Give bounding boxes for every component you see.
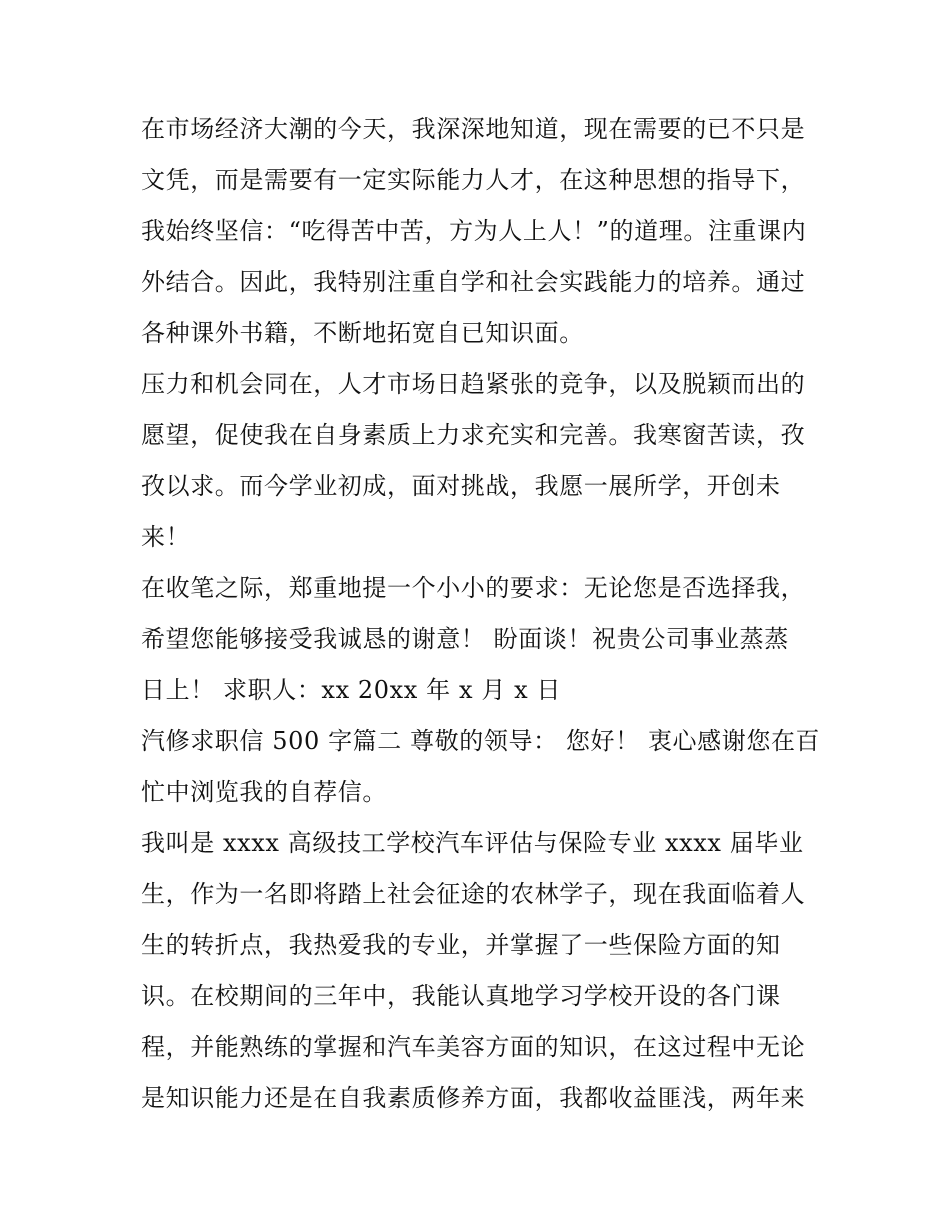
text-line: 是知识能力还是在自我素质修养方面，我都收益匪浅，两年来 — [141, 1084, 806, 1112]
text-line: 在市场经济大潮的今天，我深深地知道，现在需要的已不只是 — [141, 115, 806, 143]
text-line: 生，作为一名即将踏上社会征途的农林学子，现在我面临着人 — [141, 880, 806, 908]
text-line: 日上！ 求职人：xx 20xx 年 x 月 x 日 — [141, 676, 562, 704]
text-line: 识。在校期间的三年中，我能认真地学习学校开设的各门课 — [141, 982, 781, 1010]
text-line: 程，并能熟练的掌握和汽车美容方面的知识，在这过程中无论 — [141, 1033, 806, 1061]
text-line: 孜以求。而今学业初成，面对挑战，我愿一展所学，开创未 — [141, 472, 781, 500]
text-line: 希望您能够接受我诚恳的谢意！ 盼面谈！祝贵公司事业蒸蒸 — [141, 625, 789, 653]
text-line: 来！ — [141, 523, 191, 551]
text-line: 愿望，促使我在自身素质上力求充实和完善。我寒窗苦读，孜 — [141, 421, 806, 449]
text-line: 汽修求职信 500 字篇二 尊敬的领导： 您好！ 衷心感谢您在百 — [141, 727, 821, 755]
text-line: 忙中浏览我的自荐信。 — [141, 778, 387, 806]
document-body — [141, 104, 821, 1124]
text-line: 各种课外书籍，不断地拓宽自已知识面。 — [141, 319, 584, 347]
text-line: 在收笔之际，郑重地提一个小小的要求：无论您是否选择我， — [141, 574, 806, 602]
text-line: 外结合。因此，我特别注重自学和社会实践能力的培养。通过 — [141, 268, 806, 296]
text-line: 我叫是 xxxx 高级技工学校汽车评估与保险专业 xxxx 届毕业 — [141, 829, 804, 857]
text-line: 我始终坚信：“吃得苦中苦，方为人上人！”的道理。注重课内 — [141, 217, 807, 245]
text-line: 生的转折点，我热爱我的专业，并掌握了一些保险方面的知 — [141, 931, 781, 959]
text-line: 文凭，而是需要有一定实际能力人才，在这种思想的指导下， — [141, 166, 806, 194]
text-line: 压力和机会同在，人才市场日趋紧张的竞争，以及脱颖而出的 — [141, 370, 806, 398]
